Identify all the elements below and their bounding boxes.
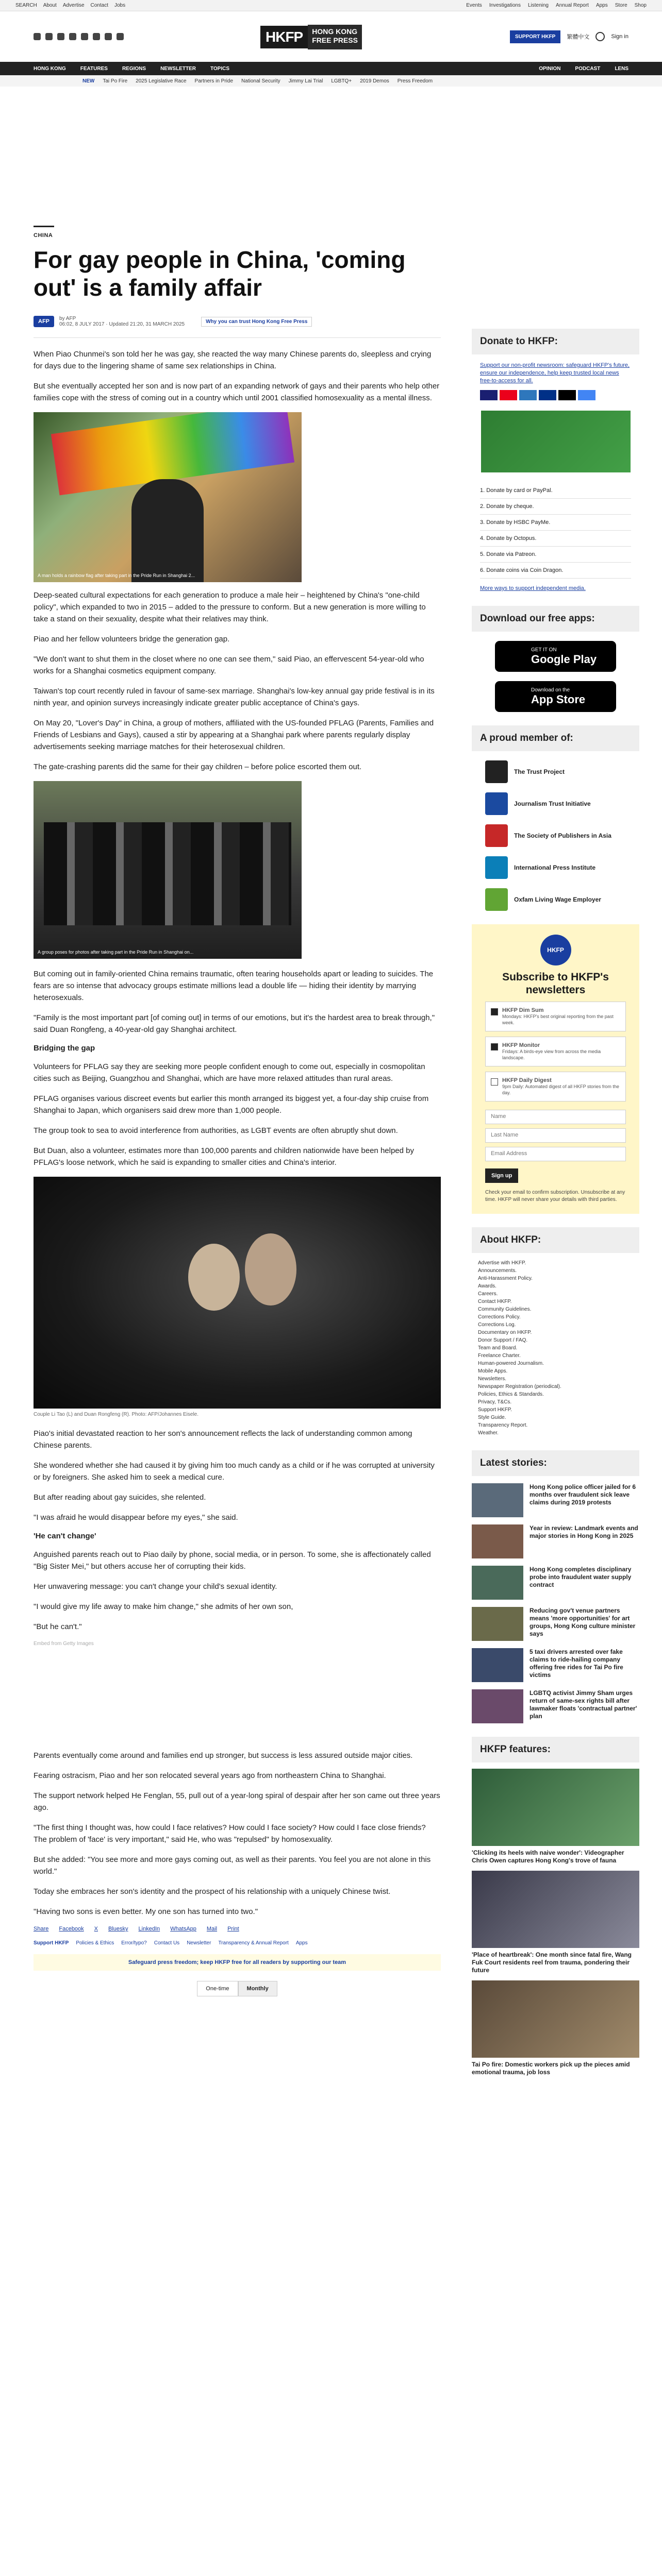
about-link[interactable]: Style Guide. — [478, 1415, 506, 1420]
about-link[interactable]: Human-powered Journalism. — [478, 1361, 544, 1366]
member-trust-project[interactable] — [485, 760, 639, 783]
ipi-logo — [485, 856, 508, 879]
share-bluesky[interactable]: Bluesky — [108, 1926, 128, 1932]
logo-text-line1: HONG KONG — [312, 27, 358, 36]
face-right — [245, 1233, 296, 1306]
youtube-icon[interactable] — [93, 33, 100, 40]
email-field[interactable]: Email Address — [485, 1147, 626, 1161]
newsletter-option[interactable] — [485, 1037, 626, 1066]
footer-link[interactable]: Apps — [295, 1940, 308, 1946]
main-nav — [0, 62, 662, 75]
donation-frequency — [34, 1981, 441, 1996]
app-store-small: Download on the — [531, 687, 570, 693]
face-left — [188, 1244, 240, 1311]
feature-image — [472, 1769, 639, 1846]
share-linkedin[interactable]: LinkedIn — [138, 1926, 160, 1932]
apple-pay-icon — [558, 390, 576, 400]
app-store-button[interactable] — [495, 681, 616, 712]
paragraph: Her unwavering message: you can't change your child's sexual identity. — [34, 1582, 277, 1591]
newsletter-desc: Mondays: HKFP's best original reporting from the past week. — [502, 1014, 614, 1025]
nav-opinion[interactable]: OPINION — [539, 65, 561, 72]
author-avatar[interactable]: AFP — [34, 316, 54, 327]
paragraph: The gate-crashing parents did the same for their gay children – before police escorted them out. — [34, 762, 362, 771]
topbar-link-store[interactable]: Store — [615, 3, 627, 8]
paragraph: Volunteers for PFLAG say they are seeking more people confident enough to come out, especially in cosmopolitan cities such as Beijing, Guangzhou and Shanghai, which are have more relaxed attitudes than rural areas. — [34, 1062, 425, 1083]
threads-icon[interactable] — [69, 33, 76, 40]
instagram-icon[interactable] — [57, 33, 64, 40]
nav-newsletter[interactable]: NEWSLETTER — [160, 65, 196, 72]
about-link[interactable]: Contact HKFP. — [478, 1299, 512, 1304]
google-play-button[interactable] — [495, 641, 616, 672]
name-field[interactable]: Name — [485, 1110, 626, 1124]
new-label: NEW — [82, 78, 95, 84]
newsletter-option[interactable] — [485, 1072, 626, 1101]
topbar-link-shop[interactable]: Shop — [634, 3, 647, 8]
about-link[interactable]: Freelance Charter. — [478, 1353, 521, 1359]
checkbox[interactable] — [491, 1078, 498, 1086]
trending-link[interactable]: Press Freedom — [397, 78, 433, 84]
newsletter-badge: HKFP — [540, 935, 571, 965]
paragraph: "Family is the most important part [of coming out] in terms of our emotions, but it's the hardest area to break through," said Duan Rongfeng, a 40-year-old gay Shanghai architect. — [34, 1013, 435, 1034]
article-category[interactable]: CHINA — [34, 232, 53, 239]
nav-topics[interactable]: TOPICS — [210, 65, 229, 72]
freq-one-time[interactable]: One-time — [197, 1981, 238, 1996]
app-store-label: App Store — [531, 692, 586, 706]
site-header — [0, 11, 662, 62]
about-link[interactable]: Policies, Ethics & Standards. — [478, 1392, 544, 1397]
donate-banner[interactable] — [481, 411, 631, 472]
newsletter-name: HKFP Dim Sum — [502, 1007, 544, 1013]
about-link[interactable]: Newspaper Registration (periodical). — [478, 1384, 561, 1389]
feature-title: 'Place of heartbreak': One month since fatal fire, Wang Fuk Court residents reel from trauma, pondering their future — [472, 1951, 632, 1974]
story-title: Reducing gov't venue partners means 'more opportunities' for art groups, Hong Kong culture minister says — [529, 1607, 636, 1637]
feature-story[interactable] — [472, 1769, 639, 1865]
logo-text — [308, 25, 362, 49]
story-thumbnail — [472, 1483, 523, 1517]
paragraph: "The first thing I thought was, how could I face relatives? How could I face society? How could I face close friends? The problem of 'face' is very important," said He, who was "repulsed" by homosexuality. — [34, 1823, 426, 1844]
feature-image — [472, 1871, 639, 1948]
google-pay-icon — [578, 390, 595, 400]
trust-project-logo — [485, 760, 508, 783]
subheading: 'He can't change' — [34, 1532, 96, 1540]
about-link[interactable]: Transparency Report. — [478, 1422, 528, 1428]
latest-story[interactable] — [472, 1648, 639, 1682]
payment-icons — [480, 390, 631, 400]
features-title: HKFP features: — [472, 1737, 639, 1762]
trending-bar — [0, 75, 662, 87]
member-jti[interactable] — [485, 792, 639, 815]
newsletter-signup — [472, 924, 639, 1214]
language-switch[interactable]: 繁體中文 — [567, 34, 590, 40]
top-utility-bar — [0, 0, 662, 11]
paragraph: The support network helped He Fenglan, 55, pull out of a year-long spiral of despair after her son came out three years ago. — [34, 1791, 440, 1812]
trust-link[interactable]: Why you can trust Hong Kong Free Press — [201, 317, 312, 327]
trending-link[interactable]: Tai Po Fire — [103, 78, 128, 84]
article — [34, 226, 441, 1996]
paragraph: "We don't want to shut them in the closet where no one can see them," said Piao, an effervescent 54-year-old who works for a Shanghai cosmetics equipment company. — [34, 655, 424, 675]
topbar-link-about[interactable]: About — [43, 3, 57, 8]
paragraph: "Having two sons is even better. My one son has turned into two." — [34, 1907, 258, 1916]
embed-label: Embed from Getty Images — [34, 1641, 94, 1647]
google-play-label: Google Play — [531, 652, 597, 666]
linkedin-icon[interactable] — [105, 33, 112, 40]
member-name: The Society of Publishers in Asia — [514, 832, 611, 839]
article-date: 06:02, 8 JULY 2017 · Updated 21:20, 31 MARCH 2025 — [59, 321, 185, 327]
paragraph: Anguished parents reach out to Piao daily by phone, social media, or in person. To some, she is affectionately called "Big Sister Mei," but others accuse her of corrupting their kids. — [34, 1550, 431, 1571]
kicker-bar — [34, 226, 54, 227]
paragraph: Taiwan's top court recently ruled in favour of same-sex marriage. Shanghai's low-key annual gay pride festival is in its ninth year, and opinion surveys increasingly indicate greater public acceptance of China's gays. — [34, 687, 435, 707]
donate-method[interactable]: 4. Donate by Octopus. — [480, 531, 631, 547]
paragraph: PFLAG organises various discreet events but earlier this month arranged its biggest yet, a four-day ship cruise from Shanghai to Japan, which organisers said drew more than 1,000 people. — [34, 1094, 429, 1115]
freq-monthly[interactable]: Monthly — [238, 1981, 277, 1996]
story-thumbnail — [472, 1689, 523, 1723]
facebook-icon[interactable] — [34, 33, 41, 40]
trending-link[interactable]: LGBTQ+ — [331, 78, 352, 84]
topbar-link-jobs[interactable]: Jobs — [114, 3, 126, 8]
donate-methods — [480, 483, 631, 579]
photo-caption: Couple Li Tao (L) and Duan Rongfeng (R). Photo: AFP/Johannes Eisele. — [34, 1412, 199, 1417]
mastercard-icon — [500, 390, 517, 400]
newsletter-title: Subscribe to HKFP's newsletters — [502, 971, 609, 996]
checkbox[interactable] — [491, 1008, 498, 1015]
donate-method[interactable]: 2. Donate by cheque. — [480, 499, 631, 515]
newsletter-desc: Fridays: A birds-eye view from across the media landscape. — [502, 1049, 601, 1060]
photo-pride-run[interactable] — [34, 412, 302, 582]
about-link[interactable]: Advertise with HKFP. — [478, 1260, 526, 1266]
donate-method[interactable]: 1. Donate by card or PayPal. — [480, 483, 631, 499]
logo-text-line2: FREE PRESS — [312, 36, 358, 44]
trending-link[interactable]: Partners in Pride — [194, 78, 234, 84]
about-link[interactable]: Support HKFP. — [478, 1407, 512, 1413]
nav-regions[interactable]: REGIONS — [122, 65, 146, 72]
share-bar — [34, 1926, 441, 1932]
about-link[interactable]: Newsletters. — [478, 1376, 507, 1382]
newsletter-desc: 9pm Daily: Automated digest of all HKFP stories from the day. — [502, 1084, 619, 1095]
topbar-link-listening[interactable]: Listening — [527, 3, 549, 8]
about-link[interactable]: Anti-Harassment Policy. — [478, 1276, 533, 1281]
search-icon[interactable] — [595, 32, 605, 41]
apps-section — [472, 606, 639, 712]
about-link[interactable]: Corrections Log. — [478, 1322, 516, 1328]
about-list — [472, 1253, 639, 1437]
latest-story[interactable] — [472, 1689, 639, 1723]
member-ipi[interactable] — [485, 856, 639, 879]
newsletter-note: Check your email to confirm subscription. Unsubscribe at any time. HKFP will never share your details with third parties. — [485, 1190, 625, 1202]
oxfam-logo — [485, 888, 508, 911]
latest-story[interactable] — [472, 1524, 639, 1558]
story-thumbnail — [472, 1524, 523, 1558]
about-link[interactable]: Documentary on HKFP. — [478, 1330, 532, 1335]
story-title: 5 taxi drivers arrested over fake claims to ride-hailing company offering free rides for Tai Po fire victims — [529, 1648, 623, 1679]
amex-icon — [519, 390, 537, 400]
paragraph: But she added: "You see more and more gays coming out, as well as their parents. You feel you are not alone in this world." — [34, 1855, 431, 1876]
checkbox[interactable] — [491, 1043, 498, 1050]
about-link[interactable]: Mobile Apps. — [478, 1368, 508, 1374]
story-title: Hong Kong police officer jailed for 6 months over fraudulent sick leave claims during 2019 protests — [529, 1483, 636, 1506]
member-sopa[interactable] — [485, 824, 639, 847]
feature-story[interactable] — [472, 1871, 639, 1974]
member-name: International Press Institute — [514, 864, 596, 871]
paragraph: But Duan, also a volunteer, estimates more than 100,000 parents and children nationwide have been helped by PFLAG's loose network, which he said is expanding to smaller cities and China's interior. — [34, 1146, 414, 1167]
support-button[interactable]: SUPPORT HKFP — [510, 30, 560, 43]
divider — [34, 337, 441, 338]
last-name-field[interactable]: Last Name — [485, 1128, 626, 1143]
jti-logo — [485, 792, 508, 815]
latest-story[interactable] — [472, 1483, 639, 1517]
footer-link[interactable]: Error/typo? — [121, 1940, 147, 1946]
about-link[interactable]: Awards. — [478, 1283, 496, 1289]
photo-couple[interactable] — [34, 1177, 441, 1409]
footer-links — [34, 1940, 441, 1946]
topbar-link-apps[interactable]: Apps — [595, 3, 608, 8]
features-section — [472, 1737, 639, 2076]
byline — [34, 316, 441, 327]
article-title: For gay people in China, 'coming out' is a family affair — [34, 246, 406, 301]
newsletter-option[interactable] — [485, 1002, 626, 1031]
share-whatsapp[interactable]: WhatsApp — [170, 1926, 196, 1932]
story-title: Hong Kong completes disciplinary probe into fraudulent water supply contract — [529, 1566, 632, 1588]
footer-link[interactable]: Newsletter — [187, 1940, 211, 1946]
topbar-link-contact[interactable]: Contact — [90, 3, 108, 8]
paragraph: She wondered whether she had caused it by giving him too much candy as a child or if he was corrupted at university or by foreigners. She asked him to seek a medical cure. — [34, 1461, 435, 1482]
nav-features[interactable]: FEATURES — [80, 65, 108, 72]
paragraph: The group took to sea to avoid interference from authorities, as LGBT events are often abruptly shut down. — [34, 1126, 398, 1135]
sopa-logo — [485, 824, 508, 847]
about-link[interactable]: Careers. — [478, 1291, 498, 1297]
paragraph: Today she embraces her son's identity and the prospect of his relationship with a uniquely Chinese twist. — [34, 1887, 391, 1896]
about-link[interactable]: Donor Support / FAQ. — [478, 1337, 528, 1343]
story-thumbnail — [472, 1607, 523, 1641]
latest-section — [472, 1450, 639, 1723]
trending-link[interactable]: 2025 Legislative Race — [136, 78, 187, 84]
about-link[interactable]: Community Guidelines. — [478, 1307, 532, 1312]
newsletter-name: HKFP Daily Digest — [502, 1077, 552, 1083]
topbar-link-investigations[interactable]: Investigations — [489, 3, 521, 8]
member-title: A proud member of: — [472, 725, 639, 751]
bluesky-icon[interactable] — [81, 33, 88, 40]
x-icon[interactable] — [45, 33, 53, 40]
about-link[interactable]: Team and Board. — [478, 1345, 518, 1351]
paragraph: Fearing ostracism, Piao and her son relocated several years ago from northeastern China to Shanghai. — [34, 1771, 386, 1780]
logo-mark: HKFP — [260, 26, 308, 48]
share-label: Share — [34, 1926, 49, 1932]
paragraph: On May 20, "Lover's Day" in China, a group of mothers, affiliated with the US-founded PFLAG (Parents, Families and Friends of Lesbians and Gays), caused a stir by appearing at a Shanghai park where parents regularly display advertisements seeking marriage matches for their heterosexual children. — [34, 719, 434, 751]
nav-podcast[interactable]: PODCAST — [575, 65, 601, 72]
footer-link[interactable]: Support HKFP — [34, 1940, 69, 1946]
story-title: Year in review: Landmark events and major stories in Hong Kong in 2025 — [529, 1524, 638, 1539]
footer-link[interactable]: Contact Us — [154, 1940, 180, 1946]
visa-icon — [480, 390, 498, 400]
site-logo[interactable] — [260, 25, 362, 49]
story-title: LGBTQ activist Jimmy Sham urges return of same-sex rights bill after lawmaker floats 'contractual partner' plan — [529, 1689, 637, 1720]
trending-link[interactable]: 2019 Demos — [360, 78, 389, 84]
trending-link[interactable]: Jimmy Lai Trial — [288, 78, 323, 84]
paypal-icon — [539, 390, 556, 400]
paragraph: When Piao Chunmei's son told her he was gay, she reacted the way many Chinese parents do, sleepless and crying for days due to the lingering shame of same sex relationships in China. — [34, 350, 432, 370]
donate-method[interactable]: 6. Donate coins via Coin Dragon. — [480, 563, 631, 579]
footer-link[interactable]: Policies & Ethics — [76, 1940, 114, 1946]
social-links — [34, 33, 124, 40]
paragraph: "But he can't." — [34, 1622, 82, 1631]
nav-lens[interactable]: LENS — [615, 65, 628, 72]
latest-story[interactable] — [472, 1607, 639, 1641]
latest-title: Latest stories: — [472, 1450, 639, 1476]
paragraph: "I was afraid he would disappear before my eyes," she said. — [34, 1513, 238, 1522]
group-figures — [44, 822, 291, 925]
search-link[interactable]: SEARCH — [15, 3, 37, 8]
paragraph: Parents eventually come around and families end up stronger, but success is less assured outside major cities. — [34, 1751, 413, 1760]
photo-group-pride[interactable] — [34, 781, 302, 959]
topbar-link-events[interactable]: Events — [466, 3, 482, 8]
paragraph: Piao and her fellow volunteers bridge the generation gap. — [34, 635, 230, 643]
feature-title: 'Clicking its heels with naive wonder': Videographer Chris Owen captures Hong Kong's trove of fauna — [472, 1849, 624, 1864]
member-section — [472, 725, 639, 911]
subheading: Bridging the gap — [34, 1044, 95, 1053]
donate-section — [472, 329, 639, 592]
share-x[interactable]: X — [94, 1926, 98, 1932]
newsletter-name: HKFP Monitor — [502, 1042, 540, 1048]
rss-icon[interactable] — [117, 33, 124, 40]
member-name: Oxfam Living Wage Employer — [514, 896, 601, 903]
donate-more-link[interactable]: More ways to support independent media. — [480, 585, 586, 591]
about-link[interactable]: Privacy, T&Cs. — [478, 1399, 512, 1405]
donate-title: Donate to HKFP: — [472, 329, 639, 354]
footer-link[interactable]: Transparency & Annual Report — [218, 1940, 289, 1946]
story-thumbnail — [472, 1648, 523, 1682]
sidebar — [472, 329, 639, 2090]
nav-hong-kong[interactable]: HONG KONG — [34, 65, 66, 72]
paragraph: But after reading about gay suicides, she relented. — [34, 1493, 206, 1502]
story-thumbnail — [472, 1566, 523, 1600]
signup-button[interactable]: Sign up — [485, 1168, 518, 1183]
latest-story[interactable] — [472, 1566, 639, 1600]
apps-title: Download our free apps: — [472, 606, 639, 632]
person-figure — [131, 479, 204, 582]
topbar-link-advertise[interactable]: Advertise — [62, 3, 85, 8]
donate-method[interactable]: 5. Donate via Patreon. — [480, 547, 631, 563]
feature-title: Tai Po fire: Domestic workers pick up the pieces amid emotional trauma, job loss — [472, 2061, 630, 2076]
about-title: About HKFP: — [472, 1227, 639, 1253]
paragraph: "I would give my life away to make him change," she admits of her own son, — [34, 1602, 293, 1611]
feature-image — [472, 1980, 639, 2058]
support-banner[interactable]: Safeguard press freedom; keep HKFP free for all readers by supporting our team — [34, 1954, 441, 1971]
share-mail[interactable]: Mail — [206, 1926, 218, 1932]
about-link[interactable]: Announcements. — [478, 1268, 517, 1274]
paragraph: Piao's initial devastated reaction to her son's announcement reflects the lack of understanding common among Chinese parents. — [34, 1429, 412, 1450]
member-name: Journalism Trust Initiative — [514, 800, 591, 807]
share-print[interactable]: Print — [227, 1926, 239, 1932]
share-facebook[interactable]: Facebook — [59, 1926, 84, 1932]
about-link[interactable]: Weather. — [478, 1430, 499, 1436]
paragraph: But she eventually accepted her son and is now part of an expanding network of gays and their parents who help other families cope with the stress of coming out in a country which until 2001 classified homosexuality as a mental illness. — [34, 382, 440, 402]
about-section — [472, 1227, 639, 1437]
google-play-small: GET IT ON — [531, 647, 557, 653]
donate-intro-link[interactable]: Support our non-profit newsroom: safeguard HKFP's future, ensure our independence, help keep trusted local news free-to-access for all. — [480, 362, 630, 384]
trending-link[interactable]: National Security — [241, 78, 280, 84]
feature-story[interactable] — [472, 1980, 639, 2076]
signin-link[interactable]: Sign in — [611, 33, 628, 40]
paragraph: Deep-seated cultural expectations for each generation to produce a male heir – heightened by China's "one-child policy", which expanded to two in 2015 – added to the pressure to conform. But a new generation is more willing to take a stand on their sexuality, despite what their relatives may think. — [34, 591, 426, 623]
donate-method[interactable]: 3. Donate by HSBC PayMe. — [480, 515, 631, 531]
member-oxfam[interactable] — [485, 888, 639, 911]
photo-caption: A group poses for photos after taking part in the Pride Run in Shanghai on... — [38, 950, 194, 955]
about-link[interactable]: Corrections Policy. — [478, 1314, 521, 1320]
photo-caption: A man holds a rainbow flag after taking part in the Pride Run in Shanghai 2... — [38, 573, 195, 578]
paragraph: But coming out in family-oriented China remains traumatic, often tearing households apart or leading to suicides. The fears are so intense that advocacy groups estimate millions lead a double life — hiding their identity by marrying heterosexuals. — [34, 970, 434, 1002]
member-name: The Trust Project — [514, 768, 565, 775]
topbar-link-annual-report[interactable]: Annual Report — [556, 3, 589, 8]
author-name[interactable]: by AFP — [59, 316, 76, 321]
